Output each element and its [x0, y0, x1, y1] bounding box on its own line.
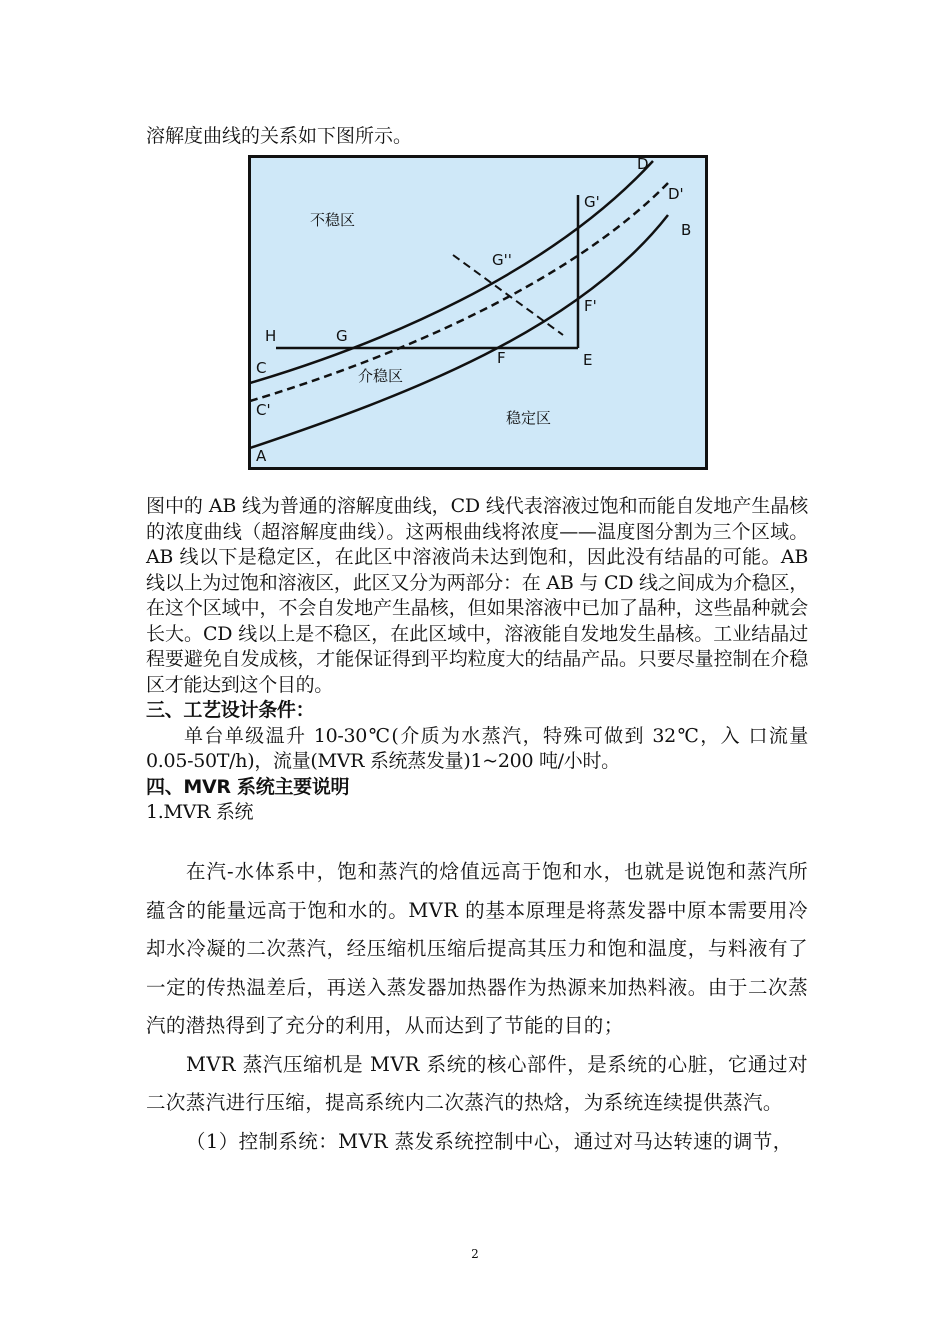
intro-text: 溶解度曲线的关系如下图所示。 [146, 125, 413, 147]
label-b: B [681, 221, 692, 239]
solubility-diagram-svg [248, 155, 708, 470]
label-c: C [256, 359, 267, 377]
label-c-prime: C' [256, 401, 271, 419]
solubility-diagram [248, 155, 708, 470]
subsection-heading-1: 1.MVR 系统 [146, 801, 254, 823]
label-g: G [336, 327, 348, 345]
paragraph-design-conditions: 单台单级温升 10-30℃(介质为水蒸汽，特殊可做到 32℃，入 口流量 0.05-50T/h)，流量(MVR 系统蒸发量)1~200 吨/小时。 [146, 724, 808, 772]
page-number: 2 [471, 1247, 479, 1261]
label-g-prime: G' [584, 193, 600, 211]
label-d: D [637, 155, 649, 173]
region-label-metastable: 介稳区 [358, 367, 404, 385]
label-a: A [256, 447, 267, 465]
label-g-double-prime: G'' [492, 251, 512, 269]
paragraph-solubility-explanation: 图中的 AB 线为普通的溶解度曲线，CD 线代表溶液过饱和而能自发地产生晶核的浓度曲线（超溶解度曲线）。这两根曲线将浓度——温度图分割为三个区域。AB 线以下是稳定区，在此区中溶液尚未达到饱和，因此没有结晶的可能。AB 线以上为过饱和溶液区，此区又分为两部分：在 AB 与 CD 线之间成为介稳区，在这个区域中，不会自发地产生晶核，但如果溶液中已加了晶种，这些晶种就会长大。CD 线以上是不稳区，在此区域中，溶液能自发地发生晶核。工业结晶过程要避免自发成核，才能保证得到平均粒度大的结晶产品。只要尽量控制在介稳区才能达到这个目的。 [146, 495, 808, 696]
region-label-stable: 稳定区 [506, 409, 552, 427]
region-label-unstable: 不稳区 [310, 211, 356, 229]
paragraph-control-system: （1）控制系统：MVR 蒸发系统控制中心，通过对马达转速的调节， [186, 1129, 793, 1153]
diagram-frame [250, 157, 707, 469]
label-e: E [583, 351, 593, 369]
section-heading-3: 三、工艺设计条件： [146, 699, 315, 721]
section-heading-4: 四、MVR 系统主要说明 [146, 775, 350, 798]
label-h: H [265, 327, 277, 345]
label-f-prime: F' [584, 297, 597, 315]
label-d-prime: D' [668, 185, 684, 203]
text-block-upper [146, 494, 808, 826]
text-block-lower [146, 853, 808, 1161]
paragraph-compressor: MVR 蒸汽压缩机是 MVR 系统的核心部件，是系统的心脏，它通过对二次蒸汽进行压缩，提高系统内二次蒸汽的热焓，为系统连续提供蒸汽。 [146, 1052, 808, 1114]
label-f: F [497, 349, 506, 367]
paragraph-mvr-principle: 在汽-水体系中，饱和蒸汽的焓值远高于饱和水，也就是说饱和蒸汽所蕴含的能量远高于饱和水的。MVR 的基本原理是将蒸发器中原本需要用冷却水冷凝的二次蒸汽，经压缩机压缩后提高其压力和饱和温度，与料液有了一定的传热温差后，再送入蒸发器加热器作为热源来加热料液。由于二次蒸汽的潜热得到了充分的利用，从而达到了节能的目的； [146, 860, 808, 1037]
